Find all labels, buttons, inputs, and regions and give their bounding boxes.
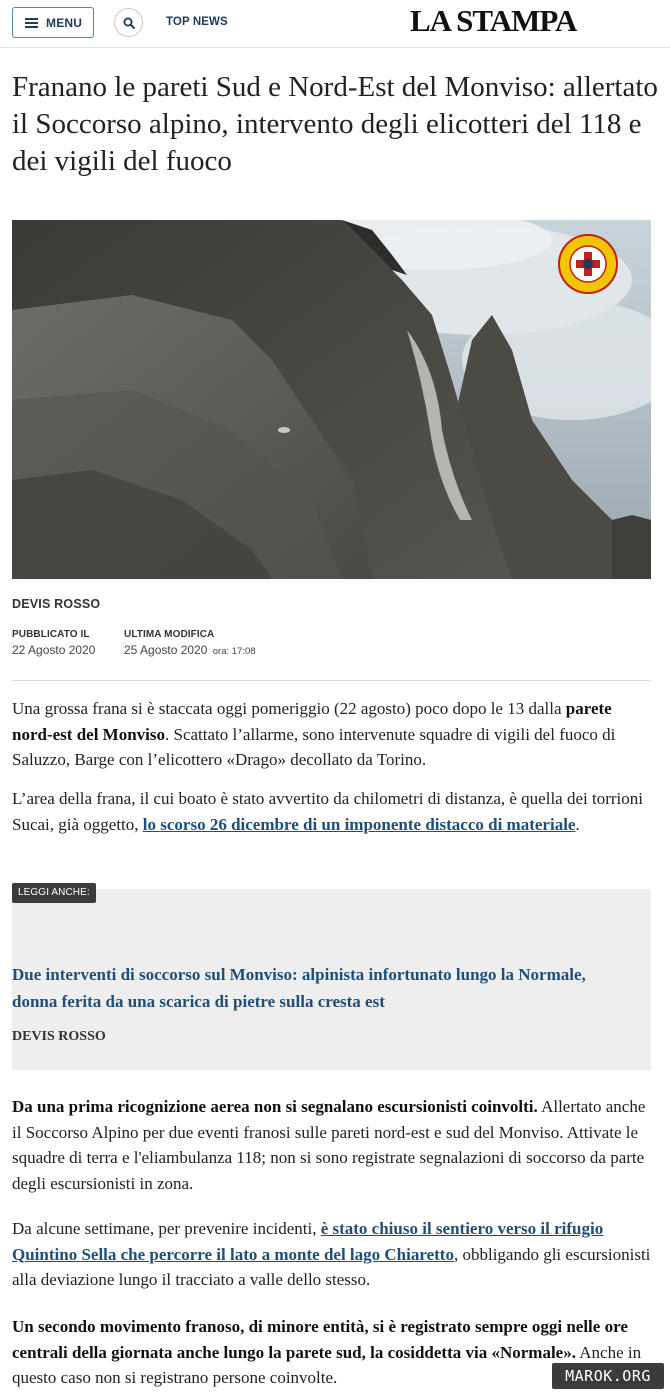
meta-divider (12, 680, 651, 681)
article-headline: Franano le pareti Sud e Nord-Est del Monviso: allertato il Soccorso alpino, intervento degli elicotteri del 118 e dei vigili del fuoco (12, 71, 658, 177)
inline-link-sentiero-chiuso[interactable]: è stato chiuso il sentiero verso il rifugio Quintino Sella che percorre il lato a monte del lago Chiaretto (12, 1219, 604, 1264)
paragraph-bold-text: parete nord-est del Monviso (12, 699, 612, 744)
search-button[interactable] (114, 8, 143, 37)
modified-date: 25 Agosto 2020 (124, 643, 208, 657)
modified-date-row (124, 643, 256, 657)
published-label: PUBBLICATO IL (12, 629, 90, 640)
article-paragraph (12, 1094, 652, 1196)
hamburger-icon (25, 18, 38, 28)
article-paragraph (12, 1216, 652, 1293)
modified-label: ULTIMA MODIFICA (124, 629, 215, 640)
published-block (12, 629, 95, 657)
paragraph-text: Anche in questo caso non si registrano persone coinvolte. (12, 1342, 642, 1387)
menu-button[interactable] (12, 7, 94, 38)
inline-link-december-landslide[interactable]: lo scorso 26 dicembre di un imponente distacco di materiale (142, 814, 576, 834)
search-icon (123, 17, 135, 29)
paragraph-text: , obbligando gli escursionisti alla deviazione lungo il tracciato a valle dello stesso. (12, 1244, 651, 1289)
paragraph-text: Una grossa frana si è staccata oggi pomeriggio (22 agosto) poco dopo le 13 dalla (12, 699, 566, 718)
top-bar (0, 0, 670, 48)
paragraph-bold-text: Un secondo movimento franoso, di minore entità, si è registrato sempre oggi nelle ore centrali della giornata anche lungo la parete sud, la cosiddetta via «Normale». (12, 1317, 628, 1362)
paragraph-text: . (575, 814, 580, 834)
cnsas-badge (559, 235, 617, 293)
paragraph-text: L’area della frana, il cui boato è stato avvertito da chilometri di distanza, è quella dei torrioni Sucai, già oggetto, (12, 789, 643, 834)
article-paragraph (12, 786, 652, 837)
menu-label: MENU (46, 15, 83, 30)
read-also-link[interactable]: Due interventi di soccorso sul Monviso: alpinista infortunato lungo la Normale, donna ferita da una scarica di pietre sulla cresta est (12, 965, 586, 1011)
paragraph-bold-text: Da una prima ricognizione aerea non si segnalano escursionisti coinvolti. (12, 1097, 538, 1116)
read-also-author: DEVIS ROSSO (12, 1029, 106, 1044)
modified-block (124, 629, 256, 657)
article-author[interactable]: DEVIS ROSSO (12, 597, 101, 611)
paragraph-text: . Scattato l’allarme, sono intervenute squadre di vigili del fuoco di Saluzzo, Barge con l’elicottero «Drago» decollato da Torino. (12, 724, 616, 769)
watermark-badge: MAROK.ORG (552, 1363, 664, 1389)
paragraph-text: Da alcune settimane, per prevenire incidenti, (12, 1219, 321, 1238)
article-paragraph (12, 696, 652, 773)
top-news-link[interactable]: TOP NEWS (166, 16, 228, 28)
article-hero-image (12, 220, 651, 579)
site-logo[interactable]: LA STAMPA (410, 3, 577, 38)
modified-time: ora: 17:08 (212, 646, 256, 657)
read-also-tag: LEGGI ANCHE: (12, 883, 96, 903)
paragraph-text: Allertato anche il Soccorso Alpino per due eventi franosi sulle pareti nord-est e sud del Monviso. Attivate le squadre di terra e l'eliambulanza 118; non si sono registrate segnalazioni di soccorso da parte degli escursionisti in zona. (12, 1097, 646, 1193)
published-date: 22 Agosto 2020 (12, 643, 96, 657)
